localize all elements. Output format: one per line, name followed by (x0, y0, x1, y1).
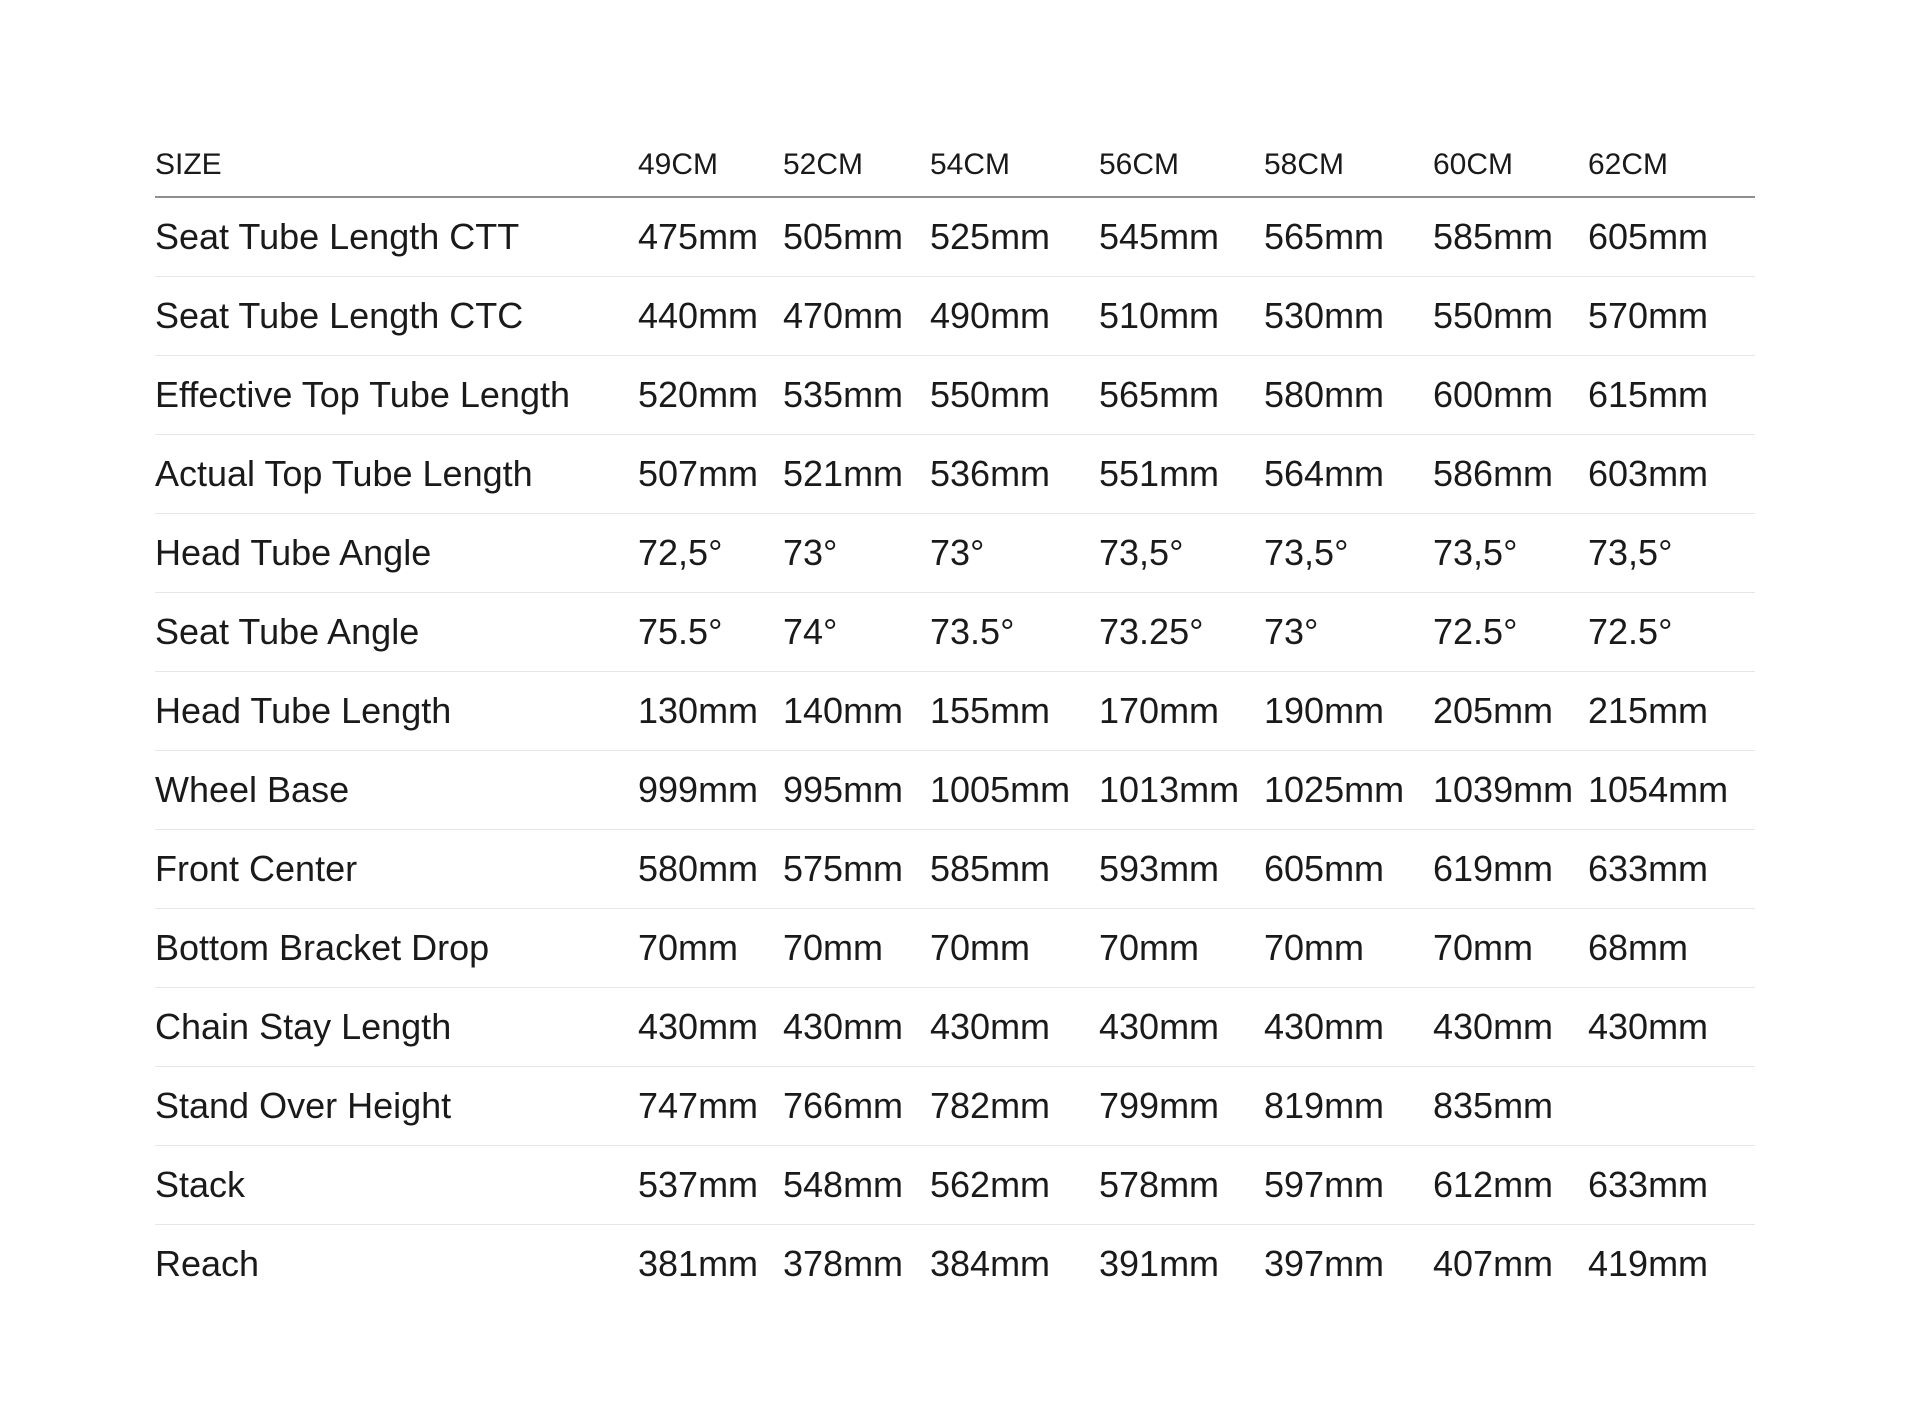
table-cell: 73,5° (1264, 514, 1433, 593)
row-label: Chain Stay Length (155, 988, 638, 1067)
table-cell: 570mm (1588, 277, 1755, 356)
table-cell: 440mm (638, 277, 783, 356)
column-header-62cm: 62CM (1588, 126, 1755, 197)
table-cell: 562mm (930, 1146, 1099, 1225)
table-cell: 430mm (1264, 988, 1433, 1067)
row-label: Actual Top Tube Length (155, 435, 638, 514)
table-cell: 73,5° (1588, 514, 1755, 593)
table-cell: 600mm (1433, 356, 1588, 435)
row-label: Wheel Base (155, 751, 638, 830)
table-cell: 130mm (638, 672, 783, 751)
table-cell: 537mm (638, 1146, 783, 1225)
table-cell: 586mm (1433, 435, 1588, 514)
table-row (155, 909, 1755, 988)
row-label: Front Center (155, 830, 638, 909)
table-cell: 565mm (1099, 356, 1264, 435)
table-row (155, 514, 1755, 593)
table-cell: 1025mm (1264, 751, 1433, 830)
table-cell: 605mm (1588, 197, 1755, 277)
table-cell: 205mm (1433, 672, 1588, 751)
row-label: Seat Tube Length CTT (155, 197, 638, 277)
table-cell: 70mm (638, 909, 783, 988)
table-cell: 510mm (1099, 277, 1264, 356)
table-row (155, 1067, 1755, 1146)
table-cell: 70mm (1099, 909, 1264, 988)
table-cell: 470mm (783, 277, 930, 356)
table-cell: 580mm (638, 830, 783, 909)
table-cell: 384mm (930, 1243, 1051, 1284)
table-cell: 73.5° (930, 593, 1099, 672)
column-header-58cm: 58CM (1264, 126, 1433, 197)
table-cell: 835mm (1433, 1067, 1588, 1146)
row-label: Bottom Bracket Drop (155, 909, 638, 988)
table-cell: 1054mm (1588, 751, 1755, 830)
table-cell: 70mm (930, 909, 1099, 988)
table-row (155, 1146, 1755, 1225)
table-cell: 564mm (1264, 435, 1433, 514)
table-cell: 520mm (638, 356, 783, 435)
row-label: Head Tube Angle (155, 514, 638, 593)
table-cell: 73° (783, 514, 930, 593)
table-cell: 521mm (783, 435, 930, 514)
table-cell: 430mm (1588, 988, 1755, 1067)
table-cell: 999mm (638, 751, 783, 830)
table-row (155, 672, 1755, 751)
table-body (155, 197, 1755, 1303)
table-cell: 72,5° (638, 514, 783, 593)
table-cell: 545mm (1099, 197, 1264, 277)
table-cell: 430mm (638, 988, 783, 1067)
table-cell: 603mm (1588, 435, 1755, 514)
table-cell: 551mm (1099, 435, 1264, 514)
table-cell: 430mm (783, 988, 930, 1067)
table-cell: 74° (783, 593, 930, 672)
table-cell: 799mm (1099, 1067, 1264, 1146)
row-label: Reach (155, 1243, 260, 1284)
table-cell: 70mm (1264, 909, 1433, 988)
table-cell: 430mm (1099, 988, 1264, 1067)
table-cell: 68mm (1588, 909, 1755, 988)
column-header-size: SIZE (155, 126, 638, 197)
table-cell: 580mm (1264, 356, 1433, 435)
table-cell: 747mm (638, 1067, 783, 1146)
table-cell: 1013mm (1099, 751, 1264, 830)
table-cell (1588, 1067, 1755, 1146)
row-label: Stand Over Height (155, 1067, 638, 1146)
table-cell: 819mm (1264, 1067, 1433, 1146)
table-cell: 155mm (930, 672, 1099, 751)
table-cell: 381mm (638, 1243, 759, 1284)
column-header-60cm: 60CM (1433, 126, 1588, 197)
table-cell: 633mm (1588, 830, 1755, 909)
table-cell: 525mm (930, 197, 1099, 277)
table-cell: 378mm (783, 1243, 904, 1284)
table-cell: 995mm (783, 751, 930, 830)
column-header-52cm: 52CM (783, 126, 930, 197)
table-row (155, 1225, 1755, 1304)
table-cell: 615mm (1588, 356, 1755, 435)
table-cell: 505mm (783, 197, 930, 277)
table-cell: 70mm (1433, 909, 1588, 988)
table-cell: 70mm (783, 909, 930, 988)
table-cell: 597mm (1264, 1146, 1433, 1225)
table-cell: 1039mm (1433, 751, 1588, 830)
table-cell: 550mm (930, 356, 1099, 435)
table-header-row (155, 126, 1755, 197)
table-cell: 215mm (1588, 672, 1755, 751)
table-cell: 578mm (1099, 1146, 1264, 1225)
table-cell: 73° (1264, 593, 1433, 672)
row-label: Effective Top Tube Length (155, 356, 638, 435)
table-cell: 530mm (1264, 277, 1433, 356)
table-header (155, 126, 1755, 197)
column-header-49cm: 49CM (638, 126, 783, 197)
table-cell: 430mm (1433, 988, 1588, 1067)
table-cell: 190mm (1264, 672, 1433, 751)
table-cell: 507mm (638, 435, 783, 514)
table-cell: 75.5° (638, 593, 783, 672)
table-cell: 1005mm (930, 751, 1099, 830)
table-row (155, 356, 1755, 435)
table-cell: 490mm (930, 277, 1099, 356)
table-cell: 619mm (1433, 830, 1588, 909)
table-row (155, 751, 1755, 830)
table-cell: 475mm (638, 197, 783, 277)
row-label: Stack (155, 1146, 638, 1225)
table-cell: 170mm (1099, 672, 1264, 751)
table-cell: 73.25° (1099, 593, 1264, 672)
table-row (155, 830, 1755, 909)
table-cell: 72.5° (1433, 593, 1588, 672)
table-cell: 782mm (930, 1067, 1099, 1146)
table-row (155, 593, 1755, 672)
table-cell: 585mm (1433, 197, 1588, 277)
column-header-54cm: 54CM (930, 126, 1099, 197)
table-cell: 391mm (1099, 1243, 1220, 1284)
table-cell: 73° (930, 514, 1099, 593)
row-label: Head Tube Length (155, 672, 638, 751)
table-row (155, 277, 1755, 356)
table-cell: 766mm (783, 1067, 930, 1146)
table-cell: 536mm (930, 435, 1099, 514)
table-row (155, 435, 1755, 514)
table-cell: 535mm (783, 356, 930, 435)
table-cell: 419mm (1588, 1243, 1709, 1284)
table-row (155, 988, 1755, 1067)
bike-geometry-table (155, 126, 1755, 1303)
table-cell: 585mm (930, 830, 1099, 909)
table-cell: 633mm (1588, 1146, 1755, 1225)
table-cell: 407mm (1433, 1243, 1554, 1284)
table-cell: 548mm (783, 1146, 930, 1225)
table-cell: 575mm (783, 830, 930, 909)
row-label: Seat Tube Angle (155, 593, 638, 672)
table-row (155, 197, 1755, 277)
table-cell: 73,5° (1433, 514, 1588, 593)
table-cell: 430mm (930, 988, 1099, 1067)
table-cell: 397mm (1264, 1243, 1385, 1284)
table-cell: 73,5° (1099, 514, 1264, 593)
table-cell: 612mm (1433, 1146, 1588, 1225)
table-cell: 605mm (1264, 830, 1433, 909)
table-cell: 593mm (1099, 830, 1264, 909)
table-cell: 140mm (783, 672, 930, 751)
table-cell: 550mm (1433, 277, 1588, 356)
table-cell: 565mm (1264, 197, 1433, 277)
column-header-56cm: 56CM (1099, 126, 1264, 197)
row-label: Seat Tube Length CTC (155, 277, 638, 356)
table-cell: 72.5° (1588, 593, 1755, 672)
